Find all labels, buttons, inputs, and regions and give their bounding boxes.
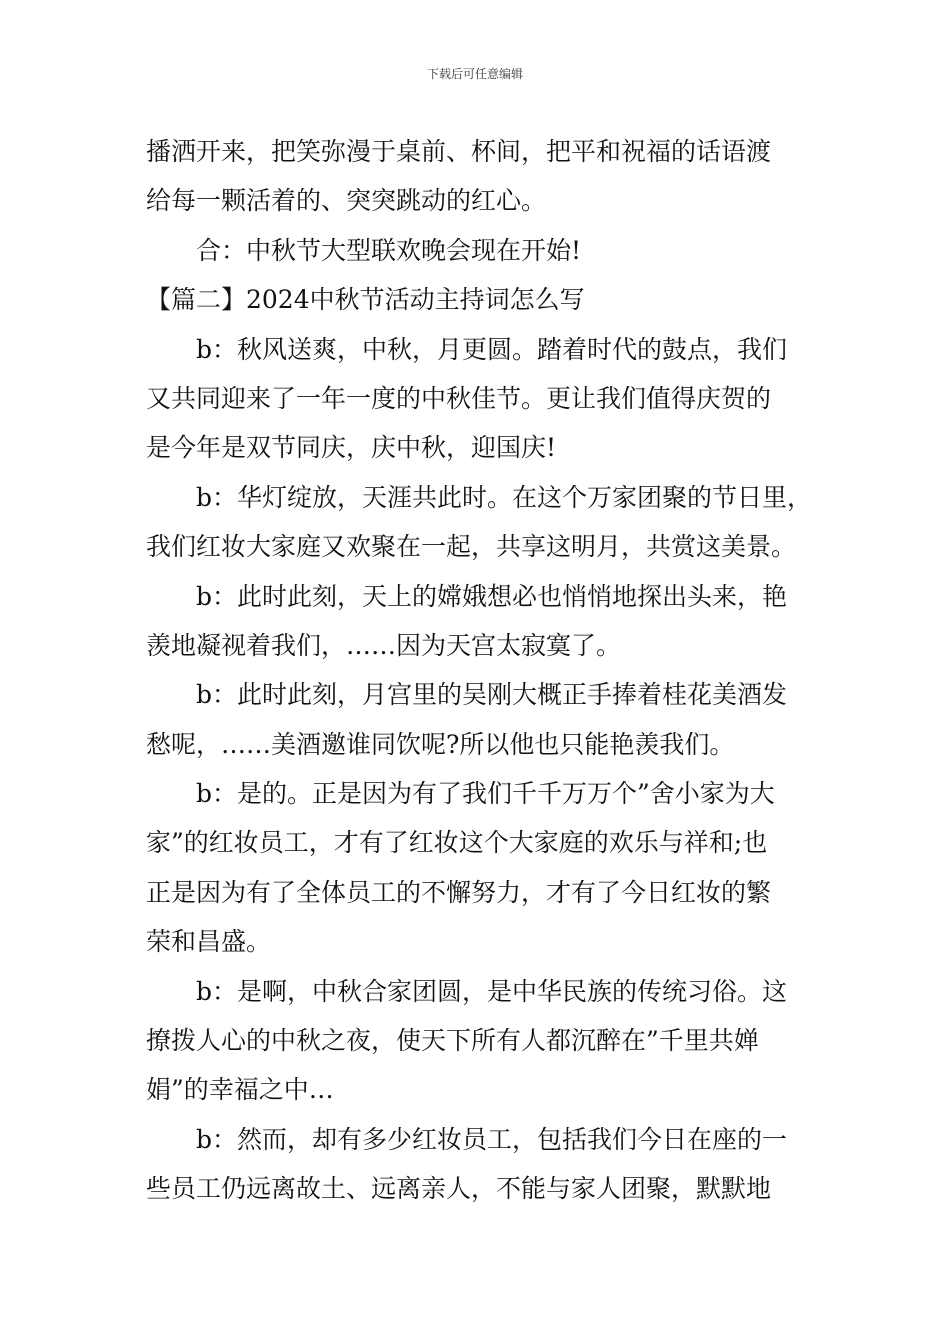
- text-line: b：秋风送爽，中秋，月更圆。踏着时代的鼓点，我们: [196, 334, 788, 364]
- text-line: 播洒开来，把笑弥漫于桌前、杯间，把平和祝福的话语渡: [146, 137, 772, 166]
- text-line: 荣和昌盛。: [146, 927, 272, 957]
- text-line: 娟”的幸福之中…: [146, 1075, 334, 1105]
- text-line: 合：中秋节大型联欢晚会现在开始!: [196, 235, 582, 265]
- text-line: b：然而，却有多少红妆员工，包括我们今日在座的一: [196, 1124, 788, 1154]
- text-line: 些员工仍远离故土、远离亲人，不能与家人团聚，默默地: [146, 1174, 772, 1204]
- text-line: b：是的。正是因为有了我们千千万万个”舍小家为大: [196, 779, 775, 809]
- document-body: [146, 127, 813, 1214]
- text-line: 撩拨人心的中秋之夜，使天下所有人都沉醉在”千里共婵: [146, 1026, 759, 1056]
- text-line: 又共同迎来了一年一度的中秋佳节。更让我们值得庆贺的: [146, 383, 772, 413]
- text-line: b：此时此刻，月宫里的吴刚大概正手捧着桂花美酒发: [196, 680, 788, 710]
- page-header: 下载后可任意编辑: [426, 67, 523, 81]
- text-line: 正是因为有了全体员工的不懈努力，才有了今日红妆的繁: [146, 877, 772, 907]
- text-line: 我们红妆大家庭又欢聚在一起，共享这明月，共赏这美景。: [146, 532, 797, 562]
- text-line: b：华灯绽放，天涯共此时。在这个万家团聚的节日里，: [196, 482, 813, 512]
- text-line: 是今年是双节同庆，庆中秋，迎国庆!: [146, 433, 557, 463]
- text-line: 给每一颗活着的、突突跳动的红心。: [146, 186, 547, 216]
- text-line: b：此时此刻，天上的嫦娥想必也悄悄地探出头来，艳: [196, 581, 788, 611]
- text-line: 家”的红妆员工，才有了红妆这个大家庭的欢乐与祥和;也: [146, 828, 768, 858]
- section-heading: 【篇二】2024中秋节活动主持词怎么写: [146, 285, 585, 315]
- text-line: 羡地凝视着我们，……因为天宫太寂寞了。: [146, 630, 622, 660]
- text-line: 愁呢，……美酒邀谁同饮呢?所以他也只能艳羡我们。: [146, 729, 735, 759]
- text-line: b：是啊，中秋合家团圆，是中华民族的传统习俗。这: [196, 976, 788, 1006]
